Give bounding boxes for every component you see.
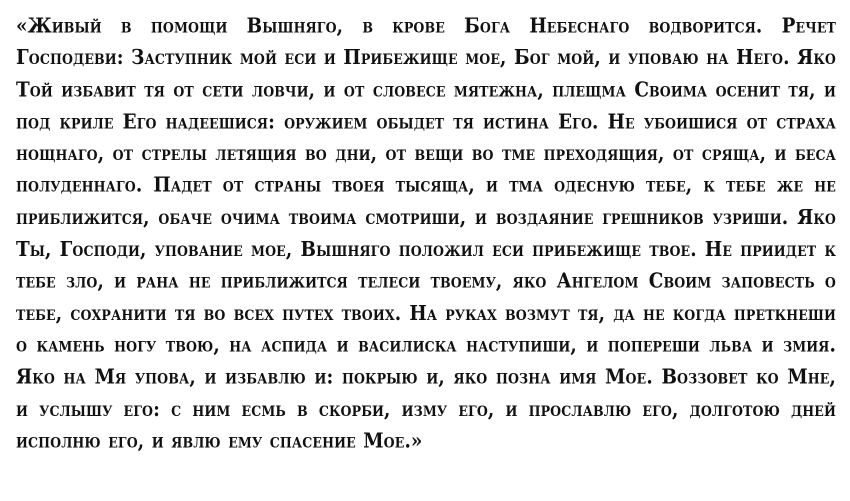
psalm-91-text-block: «Живый в помощи Вышняго, в крове Бога Небеснаго водворится. Речет Господеви: Заступник мой еси и Прибежище мое, Бог мой, и уповаю на Него. Яко Той избавит тя от сети ловчи, и от словесе мятежна, плещма Своима осенит тя, и под криле Его надеешися: оружием обыдет тя истина Его. Не убоишися от страха нощнаго, от стрелы летящия во дни, от вещи во тме преходящия, от сряща, и беса полуденнаго. Падет от страны твоея тысяща, и тма одесную тебе, к тебе же не приближится, обаче очима твоима смотриши, и воздаяние грешников узриши. Яко Ты, Господи, упование мое, Вышняго положил еси прибежище твое. Не приидет к тебе зло, и рана не приближится телеси твоему, яко Ангелом Своим заповесть о тебе, сохранити тя во всех путех твоих. На руках возмут тя, да не когда преткнеши о камень ногу твою, на аспида и василиска наступиши, и попереши льва и змия. Яко на Мя упова, и избавлю и: покрыю и, яко позна имя Мое. Воззовет ко Мне, и услышу его: с ним есмь в скорби, изму его, и прославлю его, долготою дней исполню его, и явлю ему спасение Мое.» <box>16 13 844 453</box>
